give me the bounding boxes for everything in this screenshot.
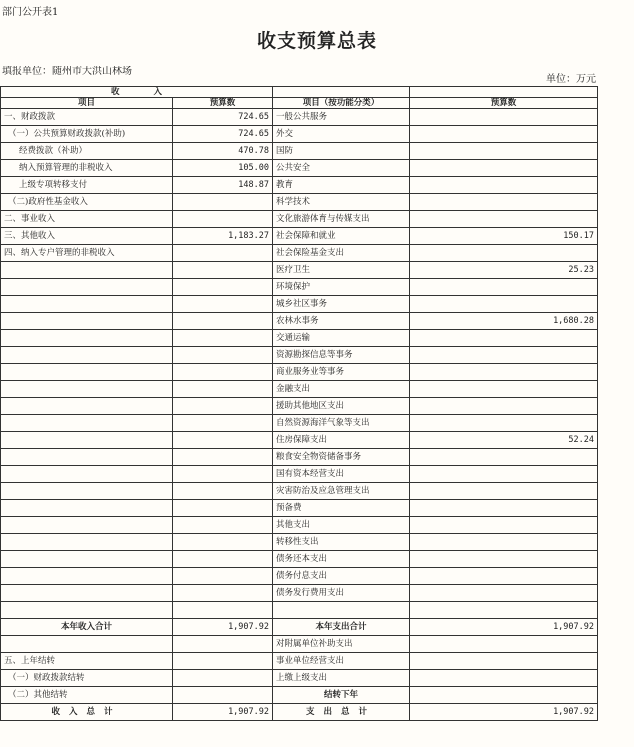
income-value-cell <box>173 262 273 279</box>
income-value-cell <box>173 585 273 602</box>
income-value-cell <box>173 534 273 551</box>
expense-value-cell <box>410 551 598 568</box>
expense-item-cell: 转移性支出 <box>273 534 410 551</box>
expense-item-cell: 上缴上级支出 <box>273 670 410 687</box>
expense-item-cell <box>273 602 410 619</box>
table-row <box>1 500 598 517</box>
income-value-cell <box>173 194 273 211</box>
table-row <box>1 160 598 177</box>
income-value-cell: 148.87 <box>173 177 273 194</box>
expense-item-cell: 环境保护 <box>273 279 410 296</box>
year-expense-total-value: 1,907.92 <box>410 619 598 636</box>
expense-item-cell: 农林水事务 <box>273 313 410 330</box>
expense-value-cell <box>410 415 598 432</box>
income-item-cell <box>1 551 173 568</box>
table-row <box>1 534 598 551</box>
expense-item-cell: 公共安全 <box>273 160 410 177</box>
table-row <box>1 432 598 449</box>
expense-value-cell: 25.23 <box>410 262 598 279</box>
income-value-cell <box>173 636 273 653</box>
income-value-cell: 724.65 <box>173 126 273 143</box>
expense-item-cell: 交通运输 <box>273 330 410 347</box>
income-item-cell <box>1 347 173 364</box>
table-row <box>1 449 598 466</box>
expense-value-cell <box>410 449 598 466</box>
income-item-cell: 二、事业收入 <box>1 211 173 228</box>
budget-table <box>0 86 598 721</box>
income-value-cell <box>173 466 273 483</box>
income-value-cell: 470.78 <box>173 143 273 160</box>
table-row <box>1 347 598 364</box>
income-header: 收 入 <box>1 87 273 98</box>
table-row <box>1 109 598 126</box>
income-value-cell <box>173 415 273 432</box>
table-row <box>1 381 598 398</box>
income-item-cell <box>1 602 173 619</box>
expense-value-cell <box>410 160 598 177</box>
expense-grand-total-label: 支出总计 <box>273 704 410 721</box>
expense-item-cell: 资源勘探信息等事务 <box>273 347 410 364</box>
unit-label: 单位：万元 <box>546 74 596 85</box>
income-item-cell <box>1 330 173 347</box>
fill-unit: 填报单位：随州市大洪山林场 <box>2 66 132 77</box>
expense-value-cell <box>410 534 598 551</box>
expense-item-cell: 外交 <box>273 126 410 143</box>
expense-value-cell <box>410 636 598 653</box>
income-item-cell: （二)政府性基金收入 <box>1 194 173 211</box>
table-row <box>1 602 598 619</box>
expense-value-cell: 52.24 <box>410 432 598 449</box>
expense-item-cell: 预备费 <box>273 500 410 517</box>
table-row <box>1 228 598 245</box>
income-item-cell <box>1 279 173 296</box>
expense-value-cell <box>410 330 598 347</box>
table-row <box>1 415 598 432</box>
table-row <box>1 636 598 653</box>
income-item-cell: （二）其他结转 <box>1 687 173 704</box>
income-value-cell <box>173 483 273 500</box>
income-item-cell <box>1 415 173 432</box>
table-row <box>1 211 598 228</box>
expense-value-cell <box>410 194 598 211</box>
expense-item-cell: 金融支出 <box>273 381 410 398</box>
income-item-cell: 上级专项转移支付 <box>1 177 173 194</box>
table-row <box>1 245 598 262</box>
income-value-cell <box>173 381 273 398</box>
income-item-cell <box>1 636 173 653</box>
income-item-cell: 纳入预算管理的非税收入 <box>1 160 173 177</box>
table-row <box>1 398 598 415</box>
income-value-cell <box>173 653 273 670</box>
income-value-cell <box>173 568 273 585</box>
table-row <box>1 364 598 381</box>
expense-item-cell: 债务还本支出 <box>273 551 410 568</box>
expense-item-cell: 科学技术 <box>273 194 410 211</box>
income-item-cell <box>1 517 173 534</box>
income-item-cell <box>1 466 173 483</box>
income-value-cell <box>173 364 273 381</box>
expense-value-cell <box>410 585 598 602</box>
income-item-cell <box>1 568 173 585</box>
expense-item-cell: 债务发行费用支出 <box>273 585 410 602</box>
expense-value-cell <box>410 245 598 262</box>
table-row <box>1 330 598 347</box>
income-value-cell <box>173 279 273 296</box>
income-item-cell <box>1 381 173 398</box>
year-total-row <box>1 619 598 636</box>
income-value-cell <box>173 296 273 313</box>
expense-item-cell: 一般公共服务 <box>273 109 410 126</box>
table-row <box>1 687 598 704</box>
expense-item-cell: 援助其他地区支出 <box>273 398 410 415</box>
expense-value-cell <box>410 483 598 500</box>
income-value-cell <box>173 347 273 364</box>
table-row <box>1 262 598 279</box>
table-row <box>1 653 598 670</box>
income-item-cell <box>1 364 173 381</box>
expense-item-cell: 文化旅游体育与传媒支出 <box>273 211 410 228</box>
table-row <box>1 194 598 211</box>
income-item-cell <box>1 534 173 551</box>
expense-value-cell: 150.17 <box>410 228 598 245</box>
income-item-cell <box>1 483 173 500</box>
header-row-columns <box>1 98 598 109</box>
expense-value-cell <box>410 602 598 619</box>
income-value-cell <box>173 211 273 228</box>
table-row <box>1 670 598 687</box>
income-item-cell: （一）公共预算财政拨款(补助) <box>1 126 173 143</box>
income-value-cell: 1,183.27 <box>173 228 273 245</box>
income-item-cell: 一、财政拨款 <box>1 109 173 126</box>
income-item-cell <box>1 262 173 279</box>
income-item-cell <box>1 449 173 466</box>
income-value-cell <box>173 432 273 449</box>
income-item-cell: 经费拨款（补助） <box>1 143 173 160</box>
income-item-cell <box>1 296 173 313</box>
expense-value-cell <box>410 653 598 670</box>
grand-total-row <box>1 704 598 721</box>
income-value-cell: 105.00 <box>173 160 273 177</box>
income-item-cell: （一）财政拨款结转 <box>1 670 173 687</box>
expense-value-cell <box>410 347 598 364</box>
income-grand-total-value: 1,907.92 <box>173 704 273 721</box>
table-row <box>1 585 598 602</box>
expense-item-cell: 其他支出 <box>273 517 410 534</box>
expense-item-cell: 国有资本经营支出 <box>273 466 410 483</box>
expense-value-cell <box>410 517 598 534</box>
expense-value-cell <box>410 126 598 143</box>
expense-budget-header: 预算数 <box>410 98 598 109</box>
income-grand-total-label: 收入总计 <box>1 704 173 721</box>
income-value-cell <box>173 670 273 687</box>
table-row <box>1 177 598 194</box>
year-income-total-label: 本年收入合计 <box>1 619 173 636</box>
expense-item-cell: 商业服务业等事务 <box>273 364 410 381</box>
table-row <box>1 313 598 330</box>
table-row <box>1 126 598 143</box>
expense-value-cell <box>410 466 598 483</box>
expense-item-cell: 社会保险基金支出 <box>273 245 410 262</box>
income-value-cell: 724.65 <box>173 109 273 126</box>
expense-item-cell: 灾害防治及应急管理支出 <box>273 483 410 500</box>
expense-item-cell: 对附属单位补助支出 <box>273 636 410 653</box>
expense-item-cell: 医疗卫生 <box>273 262 410 279</box>
income-value-cell <box>173 551 273 568</box>
income-item-cell <box>1 398 173 415</box>
table-row <box>1 483 598 500</box>
expense-value-cell <box>410 687 598 704</box>
expense-item-cell: 住房保障支出 <box>273 432 410 449</box>
income-item-cell <box>1 313 173 330</box>
income-value-cell <box>173 330 273 347</box>
expense-value-cell: 1,680.28 <box>410 313 598 330</box>
expense-value-cell <box>410 211 598 228</box>
header-row-income <box>1 87 598 98</box>
income-value-cell <box>173 687 273 704</box>
expense-value-cell <box>410 364 598 381</box>
expense-item-cell: 社会保障和就业 <box>273 228 410 245</box>
expense-item-cell: 债务付息支出 <box>273 568 410 585</box>
expense-value-cell <box>410 500 598 517</box>
expense-value-cell <box>410 568 598 585</box>
expense-item-cell: 事业单位经营支出 <box>273 653 410 670</box>
expense-item-cell: 粮食安全物资储备事务 <box>273 449 410 466</box>
expense-value-cell <box>410 398 598 415</box>
header-blank <box>410 87 598 98</box>
year-expense-total-label: 本年支出合计 <box>273 619 410 636</box>
expense-value-cell <box>410 381 598 398</box>
expense-item-cell: 教育 <box>273 177 410 194</box>
income-value-cell <box>173 245 273 262</box>
expense-value-cell <box>410 279 598 296</box>
header-blank <box>273 87 410 98</box>
income-value-cell <box>173 517 273 534</box>
table-row <box>1 296 598 313</box>
income-value-cell <box>173 398 273 415</box>
table-row <box>1 279 598 296</box>
expense-item-cell: 自然资源海洋气象等支出 <box>273 415 410 432</box>
expense-value-cell <box>410 296 598 313</box>
table-row <box>1 517 598 534</box>
expense-value-cell <box>410 109 598 126</box>
income-budget-header: 预算数 <box>173 98 273 109</box>
income-item-cell: 三、其他收入 <box>1 228 173 245</box>
expense-value-cell <box>410 177 598 194</box>
expense-item-header: 项目（按功能分类） <box>273 98 410 109</box>
page-title: 收支预算总表 <box>256 30 377 52</box>
income-item-cell <box>1 500 173 517</box>
expense-item-cell: 城乡社区事务 <box>273 296 410 313</box>
expense-item-cell: 结转下年 <box>273 687 410 704</box>
income-item-cell <box>1 585 173 602</box>
income-item-header: 项目 <box>1 98 173 109</box>
income-value-cell <box>173 449 273 466</box>
income-item-cell: 四、纳入专户管理的非税收入 <box>1 245 173 262</box>
income-item-cell <box>1 432 173 449</box>
expense-item-cell: 国防 <box>273 143 410 160</box>
table-row <box>1 143 598 160</box>
table-row <box>1 551 598 568</box>
form-id: 部门公开表1 <box>2 7 59 18</box>
income-item-cell: 五、上年结转 <box>1 653 173 670</box>
year-income-total-value: 1,907.92 <box>173 619 273 636</box>
expense-value-cell <box>410 670 598 687</box>
income-value-cell <box>173 313 273 330</box>
expense-grand-total-value: 1,907.92 <box>410 704 598 721</box>
income-value-cell <box>173 602 273 619</box>
expense-value-cell <box>410 143 598 160</box>
income-value-cell <box>173 500 273 517</box>
table-row <box>1 568 598 585</box>
table-row <box>1 466 598 483</box>
